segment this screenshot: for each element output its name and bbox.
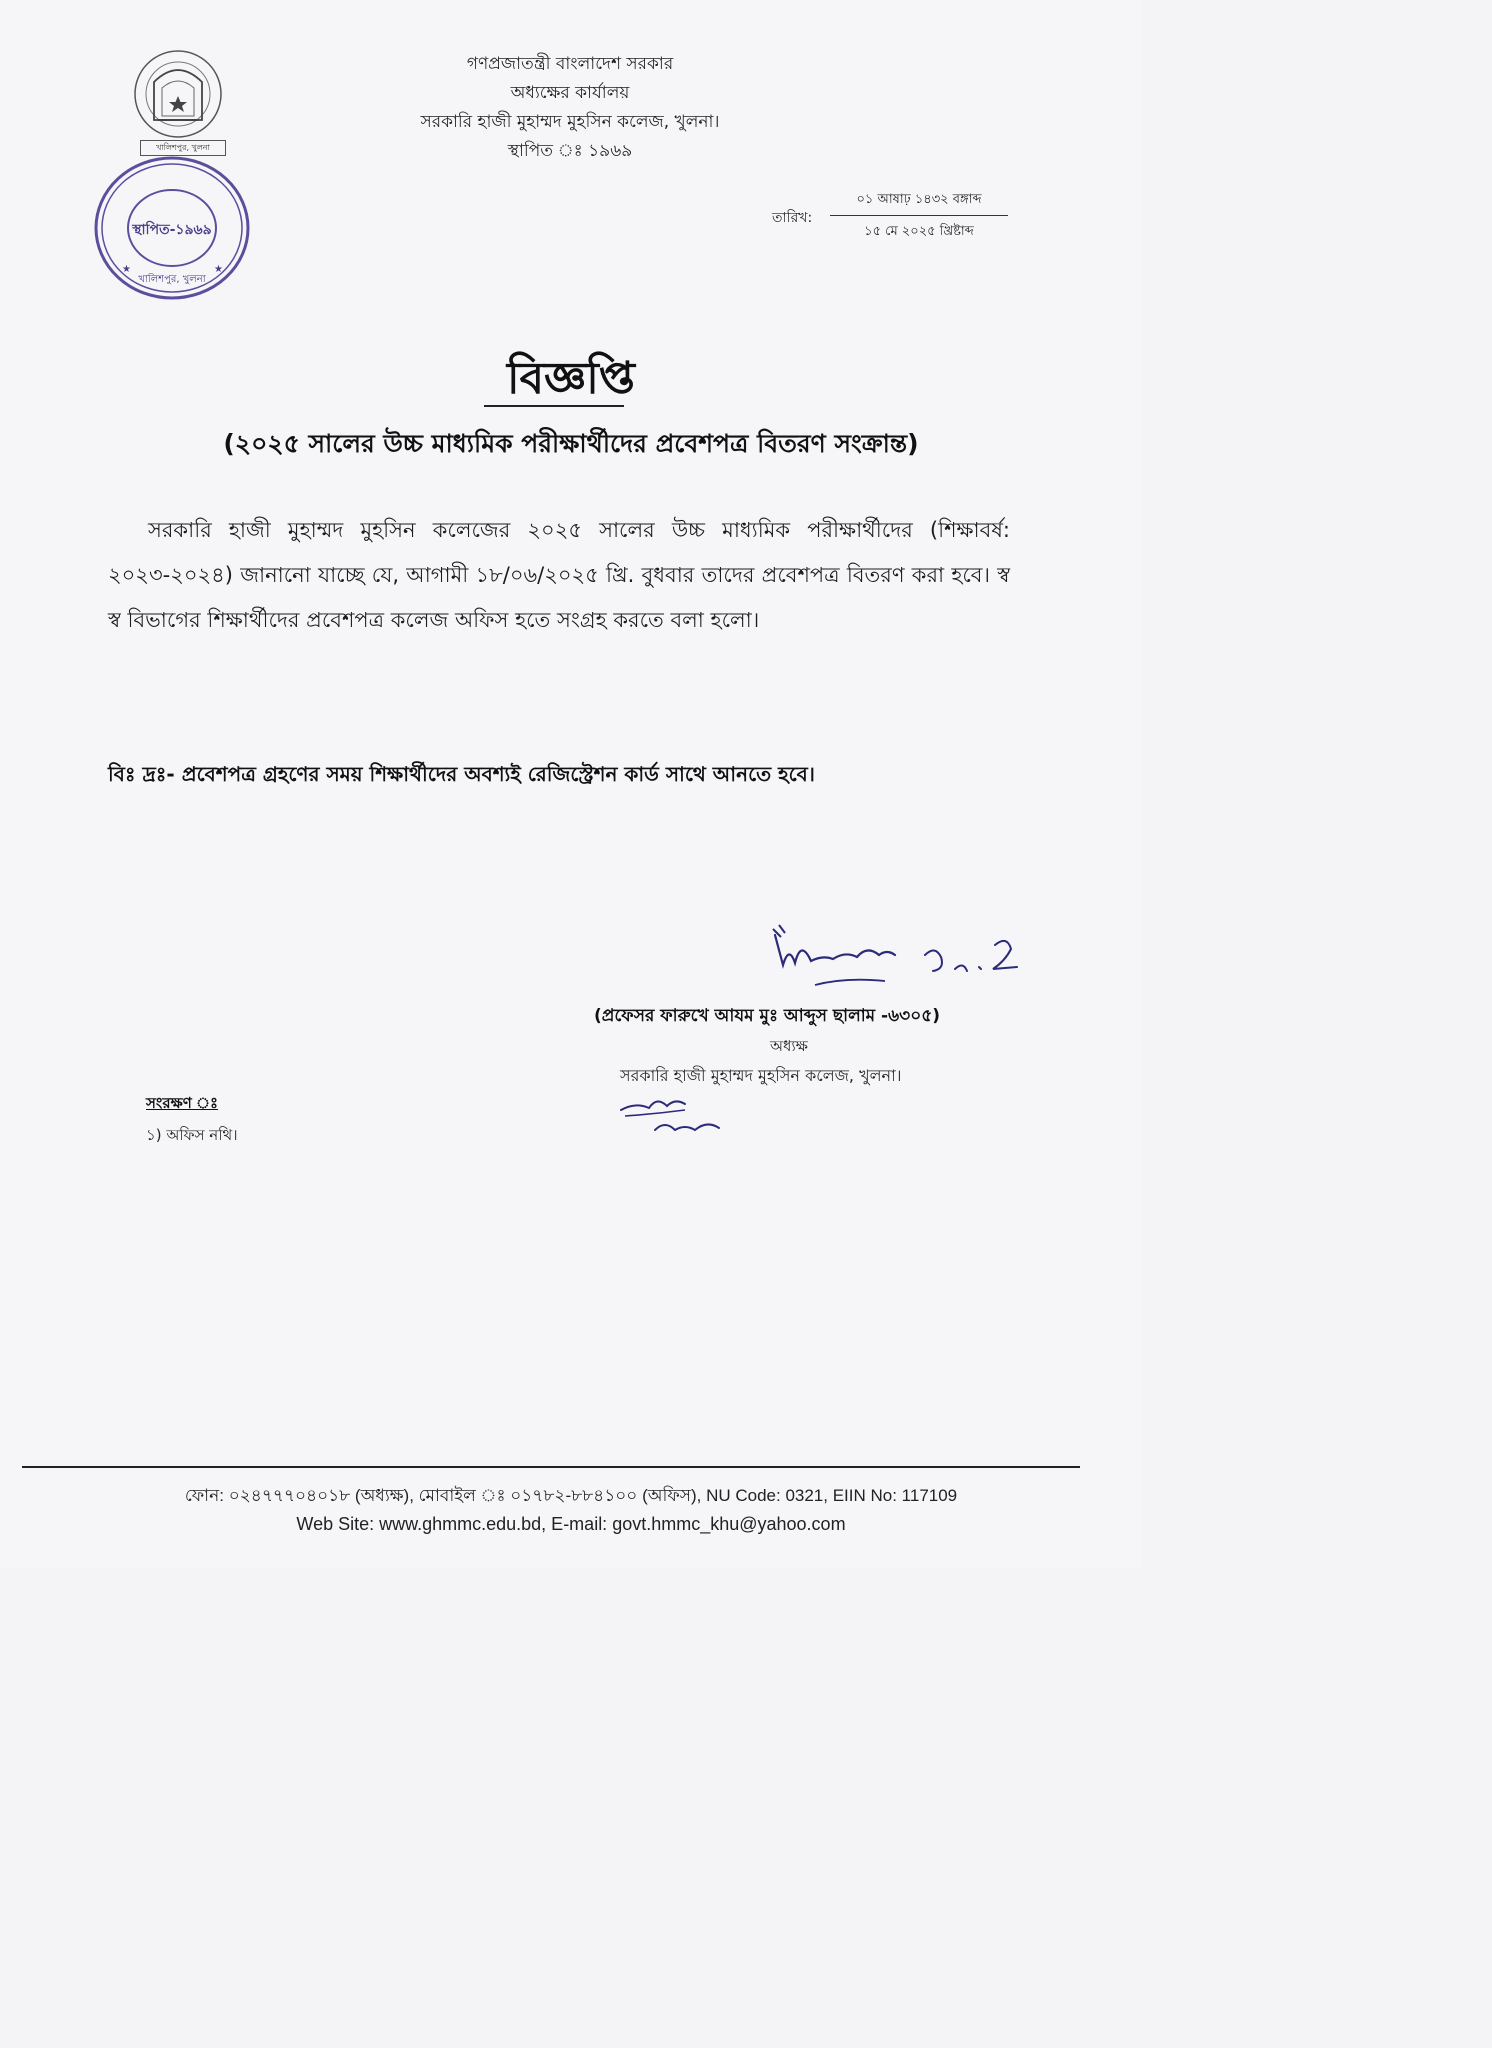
notice-note: বিঃ দ্রঃ- প্রবেশপত্র গ্রহণের সময় শিক্ষার্থীদের অবশ্যই রেজিস্ট্রেশন কার্ড সাথে আনতে হবে। [108,762,815,786]
signatory-designation: অধ্যক্ষ [770,1037,808,1055]
notice-subtitle: (২০২৫ সালের উচ্চ মাধ্যমিক পরীক্ষার্থীদের প্রবেশপত্র বিতরণ সংক্রান্ত) [223,429,919,458]
footer-contact: ফোন: ০২৪৭৭৭০৪০১৮ (অধ্যক্ষ), মোবাইল ঃ ০১৭৮২-৮৮৪১০০ (অফিস), NU Code: 0321, EIIN No: 117109 [184,1486,958,1505]
seal-bottom-text: খালিশপুর, খুলনা [138,274,206,285]
college-seal-stamp [92,154,252,302]
established-year: স্থাপিত ঃ ১৯৬৯ [507,141,633,161]
government-name: গণপ্রজাতন্ত্রী বাংলাদেশ সরকার [466,54,674,74]
handwritten-signature [755,915,1035,1010]
office-name: অধ্যক্ষের কার্যালয় [510,83,630,103]
handwritten-initials [615,1080,735,1148]
college-name: সরকারি হাজী মুহাম্মদ মুহসিন কলেজ, খুলনা। [420,112,720,132]
svg-text:★: ★ [214,264,223,275]
seal-center-text: স্থাপিত-১৯৬৯ [132,222,212,238]
date-label: তারিখ: [772,210,813,226]
copy-item: ১) অফিস নথি। [146,1126,238,1144]
notice-body: সরকারি হাজী মুহাম্মদ মুহসিন কলেজের ২০২৫ সালের উচ্চ মাধ্যমিক পরীক্ষার্থীদের (শিক্ষাবর্ষ: ২০২৩-২০২৪) জানানো যাচ্ছে যে, আগামী ১৮/০৬/২০২৫ খ্রি. বুধবার তাদের প্রবেশপত্র বিতরণ করা হবে। স্ব স্ব বিভাগের শিক্ষার্থীদের প্রবেশপত্র কলেজ অফিস হতে সংগ্রহ করতে বলা হলো। [108,518,1010,632]
footer-web: Web Site: www.ghmmc.edu.bd, E-mail: govt.hmmc_khu@yahoo.com [296,1514,846,1534]
date-gregorian: ১৫ মে ২০২৫ খ্রিষ্টাব্দ [864,224,974,239]
date-bengali: ০১ আষাঢ় ১৪৩২ বঙ্গাব্দ [856,192,982,207]
svg-text:★: ★ [122,264,131,275]
signatory-name: (প্রফেসর ফারুখে আযম মুঃ আব্দুস ছালাম -৬৩০৫) [594,1006,941,1026]
title-underline [484,405,624,407]
letterhead [340,50,800,166]
copy-heading: সংরক্ষণ ঃ [146,1094,219,1112]
logo-caption: খালিশপুর, খুলনা [140,140,226,156]
notice-title: বিজ্ঞপ্তি [507,353,635,404]
footer-divider [22,1466,1080,1468]
signatory-institution: সরকারি হাজী মুহাম্মদ মুহসিন কলেজ, খুলনা। [620,1066,902,1085]
footer [0,1482,1142,1538]
college-logo [132,48,224,140]
date-divider [830,215,1008,216]
